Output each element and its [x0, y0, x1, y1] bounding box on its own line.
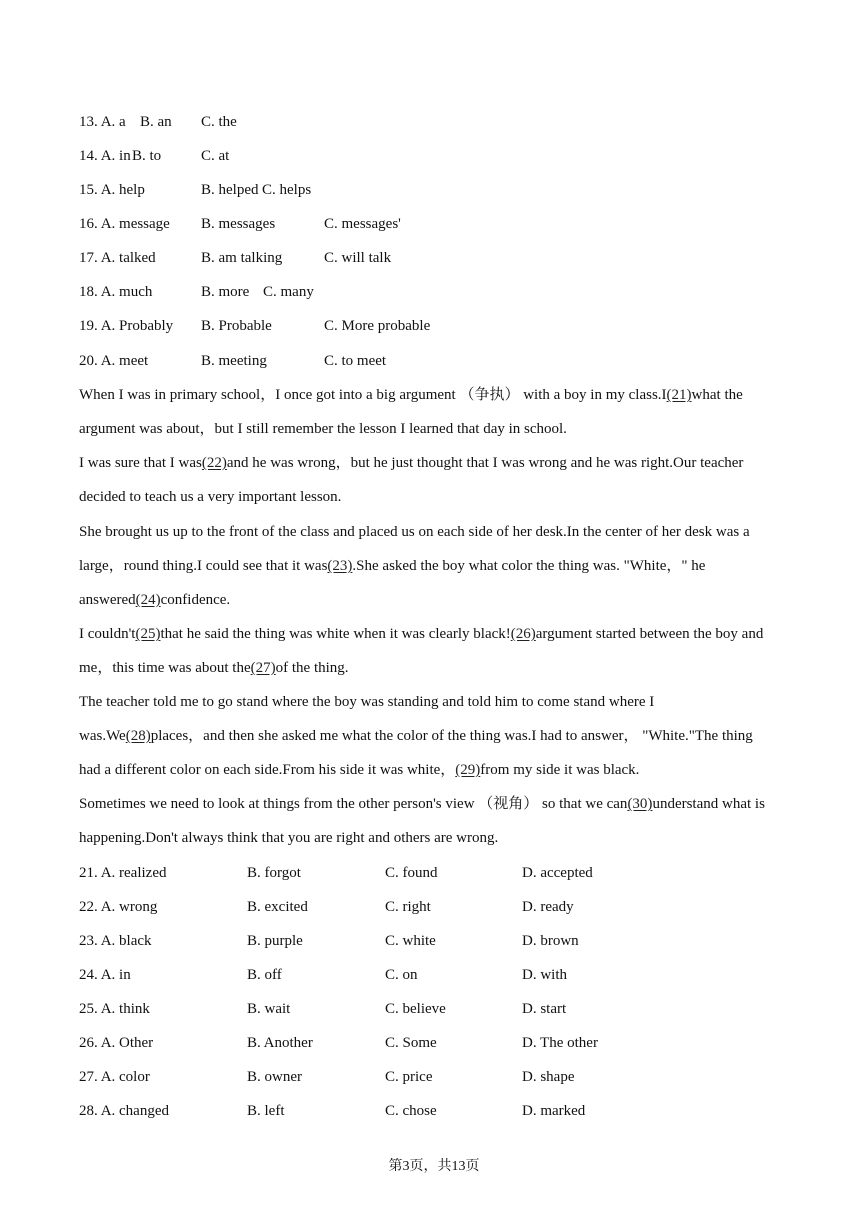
option-c: C. believe — [385, 1001, 446, 1017]
passage-line: I couldn't(25)that he said the thing was white when it was clearly black!(26)argument started between the boy and — [79, 626, 764, 642]
option-c: C. Some — [385, 1035, 437, 1051]
blank-28: (28) — [125, 728, 151, 744]
option-c: C. price — [385, 1069, 433, 1085]
blank-25: (25) — [135, 626, 161, 642]
option-d: D. The other — [522, 1035, 598, 1051]
option-a: 26. A. Other — [79, 1035, 154, 1051]
option-a: 19. A. Probably — [79, 318, 174, 334]
page-footer: 第3页，共13页 — [388, 1159, 480, 1174]
option-c: C. More probable — [324, 318, 431, 334]
option-c: C. helps — [262, 182, 312, 198]
option-b: B. more — [201, 284, 250, 300]
passage-line: happening.Don't always think that you are right and others are wrong. — [79, 830, 499, 846]
blank-26: (26) — [510, 626, 536, 642]
option-a: 13. A. a — [79, 114, 126, 130]
option-a: 21. A. realized — [79, 865, 167, 881]
option-c: C. at — [201, 148, 230, 164]
option-b: B. am talking — [201, 250, 283, 266]
option-b: B. excited — [247, 899, 308, 915]
blank-29: (29) — [455, 762, 481, 778]
option-b: B. to — [132, 148, 162, 164]
option-a: 25. A. think — [79, 1001, 150, 1017]
option-a: 23. A. black — [79, 933, 152, 949]
option-c: C. white — [385, 933, 436, 949]
option-b: B. off — [247, 967, 282, 983]
blank-21: (21) — [666, 387, 692, 403]
option-c: C. found — [385, 865, 438, 881]
option-b: B. owner — [247, 1069, 302, 1085]
option-a: 16. A. message — [79, 216, 170, 232]
passage-line: me，this time was about the(27)of the thing. — [79, 660, 349, 676]
option-a: 14. A. in — [79, 148, 131, 164]
option-b: B. wait — [247, 1001, 291, 1017]
passage-line: argument was about，but I still remember the lesson I learned that day in school. — [79, 421, 567, 437]
passage-line: decided to teach us a very important lesson. — [79, 489, 342, 505]
option-b: B. helped — [201, 182, 259, 198]
passage-line: Sometimes we need to look at things from the other person's view （视角） so that we can(30)understand what is — [79, 796, 765, 812]
option-b: B. purple — [247, 933, 303, 949]
option-c: C. to meet — [324, 353, 387, 369]
option-a: 18. A. much — [79, 284, 153, 300]
option-c: C. will talk — [324, 250, 392, 266]
blank-22: (22) — [201, 455, 227, 471]
passage-line: She brought us up to the front of the class and placed us on each side of her desk.In the center of her desk was a — [79, 524, 750, 540]
option-c: C. many — [263, 284, 314, 300]
option-b: B. Probable — [201, 318, 272, 334]
option-a: 22. A. wrong — [79, 899, 158, 915]
option-b: B. messages — [201, 216, 276, 232]
blank-23: (23) — [327, 558, 353, 574]
option-c: C. on — [385, 967, 418, 983]
option-a: 24. A. in — [79, 967, 131, 983]
passage-line: answered(24)confidence. — [79, 592, 231, 608]
option-a: 15. A. help — [79, 182, 145, 198]
option-b: B. Another — [247, 1035, 313, 1051]
option-c: C. the — [201, 114, 237, 130]
passage-line: I was sure that I was(22)and he was wrong，but he just thought that I was wrong and he was right.Our teacher — [79, 455, 744, 471]
option-b: B. forgot — [247, 865, 301, 881]
blank-24: (24) — [135, 592, 161, 608]
option-b: B. left — [247, 1103, 285, 1119]
option-a: 17. A. talked — [79, 250, 156, 266]
option-d: D. marked — [522, 1103, 586, 1119]
option-d: D. with — [522, 967, 567, 983]
option-c: C. messages' — [324, 216, 401, 232]
option-d: D. brown — [522, 933, 579, 949]
blank-27: (27) — [250, 660, 276, 676]
option-b: B. an — [140, 114, 172, 130]
passage-line: was.We(28)places，and then she asked me what the color of the thing was.I had to answer， "White."The thing — [79, 728, 753, 744]
option-b: B. meeting — [201, 353, 267, 369]
option-d: D. ready — [522, 899, 574, 915]
option-a: 20. A. meet — [79, 353, 149, 369]
passage-line: had a different color on each side.From his side it was white，(29)from my side it was black. — [79, 762, 640, 778]
option-d: D. accepted — [522, 865, 593, 881]
option-c: C. chose — [385, 1103, 437, 1119]
option-d: D. start — [522, 1001, 567, 1017]
option-d: D. shape — [522, 1069, 575, 1085]
passage-line: When I was in primary school，I once got into a big argument （争执） with a boy in my class.I(21)what the — [79, 387, 743, 403]
passage-line: The teacher told me to go stand where the boy was standing and told him to come stand where I — [79, 694, 655, 710]
blank-30: (30) — [627, 796, 653, 812]
option-a: 27. A. color — [79, 1069, 150, 1085]
option-a: 28. A. changed — [79, 1103, 169, 1119]
passage-line: large，round thing.I could see that it was(23).She asked the boy what color the thing was. "White，" he — [79, 558, 706, 574]
option-c: C. right — [385, 899, 431, 915]
